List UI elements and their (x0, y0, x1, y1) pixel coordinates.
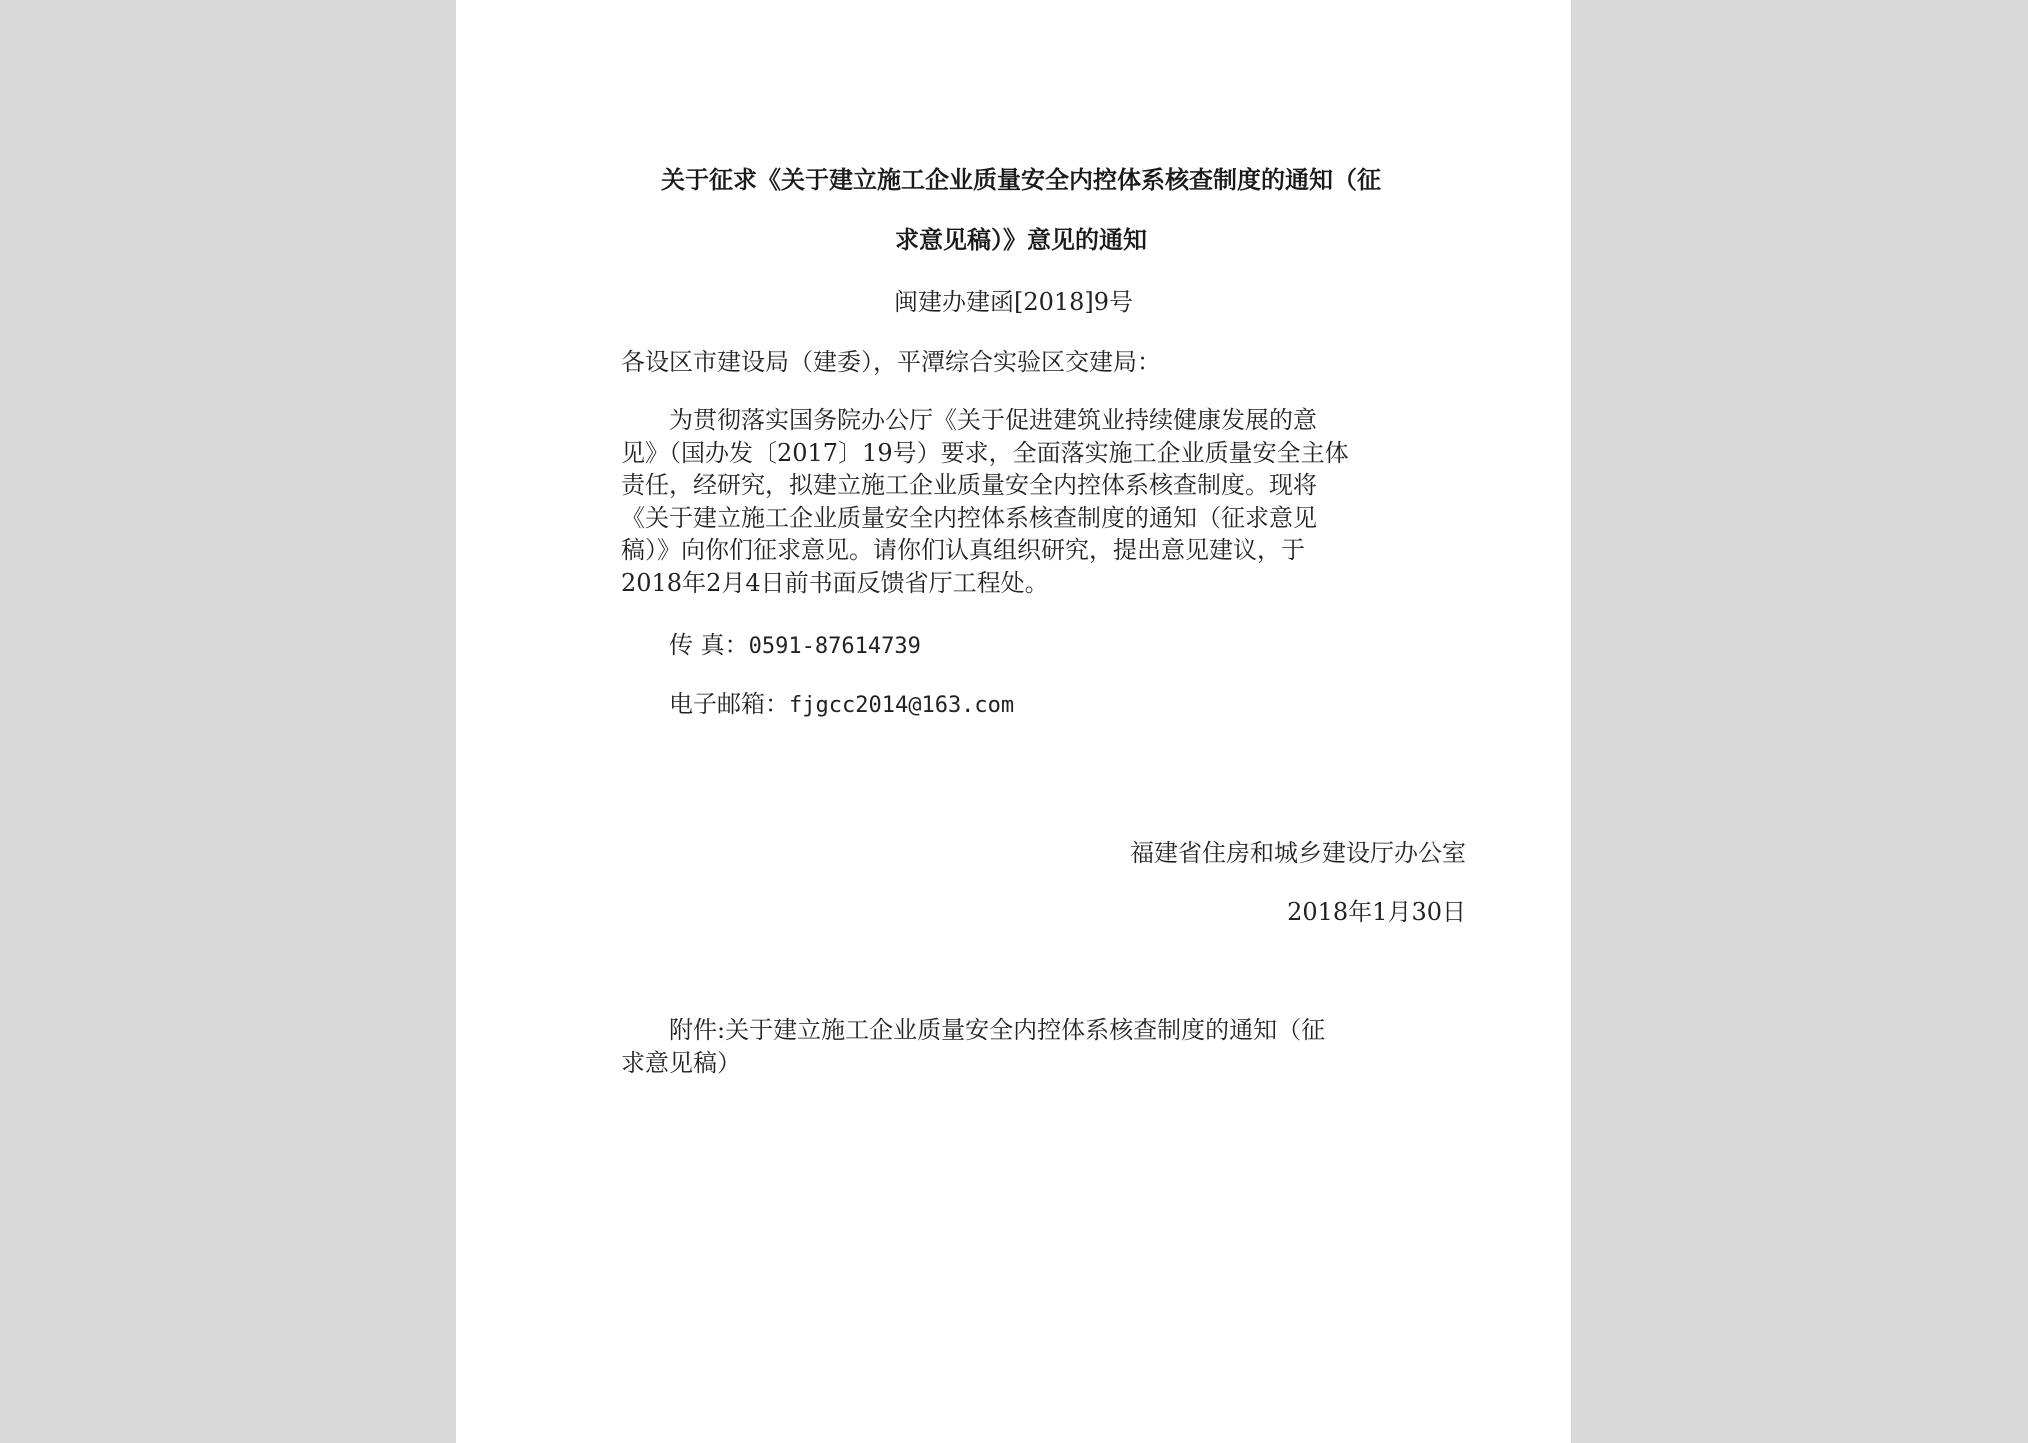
body-line: 为贯彻落实国务院办公厅《关于促进建筑业持续健康发展的意 (669, 406, 1317, 434)
document-page (456, 0, 1571, 1443)
fax-value: 0591-87614739 (748, 634, 921, 659)
body-line: 稿）》向你们征求意见。请你们认真组织研究，提出意见建议，于 (621, 536, 1305, 564)
signature-date: 2018年1月30日 (1287, 898, 1466, 926)
email-line (669, 688, 1014, 722)
title-line-2: 求意见稿）》意见的通知 (895, 226, 1147, 254)
body-line: 《关于建立施工企业质量安全内控体系核查制度的通知（征求意见 (621, 503, 1317, 532)
title-line-1: 关于征求《关于建立施工企业质量安全内控体系核查制度的通知（征 (661, 166, 1381, 194)
document-number: 闽建办建函[2018]9号 (893, 288, 1134, 316)
body-line: 责任，经研究，拟建立施工企业质量安全内控体系核查制度。现将 (621, 471, 1317, 499)
document-title (621, 150, 1421, 270)
fax-label: 传 真： (669, 631, 749, 659)
body-line: 见》（国办发〔2017〕19号）要求，全面落实施工企业质量安全主体 (621, 438, 1349, 467)
attachment-line-1: 附件:关于建立施工企业质量安全内控体系核查制度的通知（征 (669, 1016, 1326, 1044)
signature-org: 福建省住房和城乡建设厅办公室 (1130, 839, 1466, 867)
body-paragraph (621, 404, 1381, 599)
fax-line (669, 629, 921, 663)
salutation: 各设区市建设局（建委），平潭综合实验区交建局： (621, 348, 1161, 376)
attachment-line-2: 求意见稿） (621, 1049, 741, 1077)
email-value: fjgcc2014@163.com (789, 693, 1015, 718)
email-label: 电子邮箱： (669, 690, 789, 718)
body-line: 2018年2月4日前书面反馈省厅工程处。 (621, 568, 1049, 597)
